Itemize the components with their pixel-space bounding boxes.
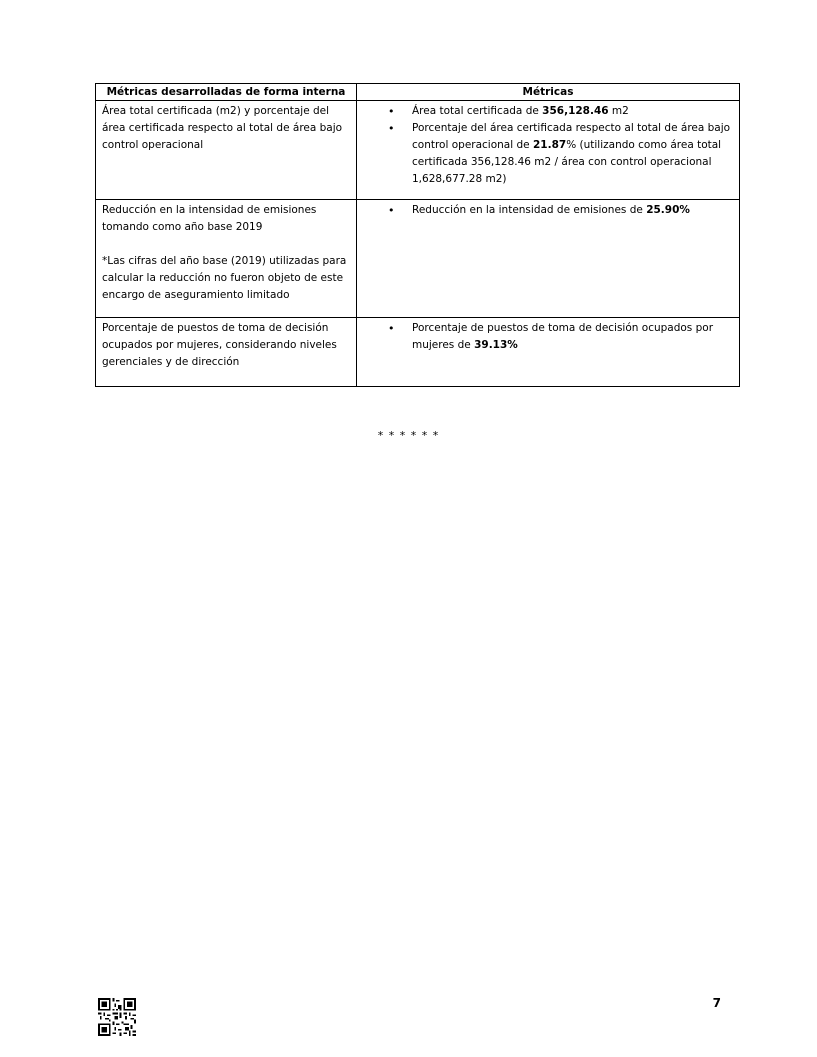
table-row (96, 101, 740, 200)
header-internal-metrics: Métricas desarrolladas de forma interna (96, 84, 357, 101)
row-3-metric-values (357, 318, 740, 387)
row-1-metric-description (96, 101, 357, 200)
qr-code-icon (98, 998, 136, 1036)
row-3-bullet-list (363, 320, 734, 354)
row-3-description-text: Porcentaje de puestos de toma de decisión ocupados por mujeres, considerando niveles gerenciales y de dirección (102, 322, 337, 368)
table-row (96, 318, 740, 387)
row-2-description-text: Reducción en la intensidad de emisiones tomando como año base 2019 (102, 204, 317, 233)
bullet-item: • Área total certificada de 356,128.46 m2 (412, 103, 734, 120)
header-metrics: Métricas (357, 84, 740, 101)
row-2-metric-values (357, 200, 740, 318)
page-number: 7 (712, 996, 721, 1010)
row-3-metric-description (96, 318, 357, 387)
table-row (96, 200, 740, 318)
row-2-metric-description (96, 200, 357, 318)
row-2-footnote: *Las cifras del año base (2019) utilizadas para calcular la reducción no fueron objeto de este encargo de aseguramiento limitado (102, 255, 347, 301)
row-1-metric-values (357, 101, 740, 200)
metrics-table (95, 83, 740, 387)
section-separator: * * * * * * (377, 429, 440, 442)
row-1-description-text: Área total certificada (m2) y porcentaje del área certificada respecto al total de área bajo control operacional (102, 105, 343, 151)
bullet-item: • Porcentaje del área certificada respecto al total de área bajo control operacional de 21.87% (utilizando como área total certificada 356,128.46 m2 / área con control operacional 1,628,677.28 m2) (412, 120, 734, 188)
row-2-bullet-list (363, 202, 734, 219)
bullet-item: • Porcentaje de puestos de toma de decisión ocupados por mujeres de 39.13% (412, 320, 734, 354)
table-header-row (96, 84, 740, 101)
bullet-item: • Reducción en la intensidad de emisiones de 25.90% (412, 202, 734, 219)
row-1-bullet-list (363, 103, 734, 188)
